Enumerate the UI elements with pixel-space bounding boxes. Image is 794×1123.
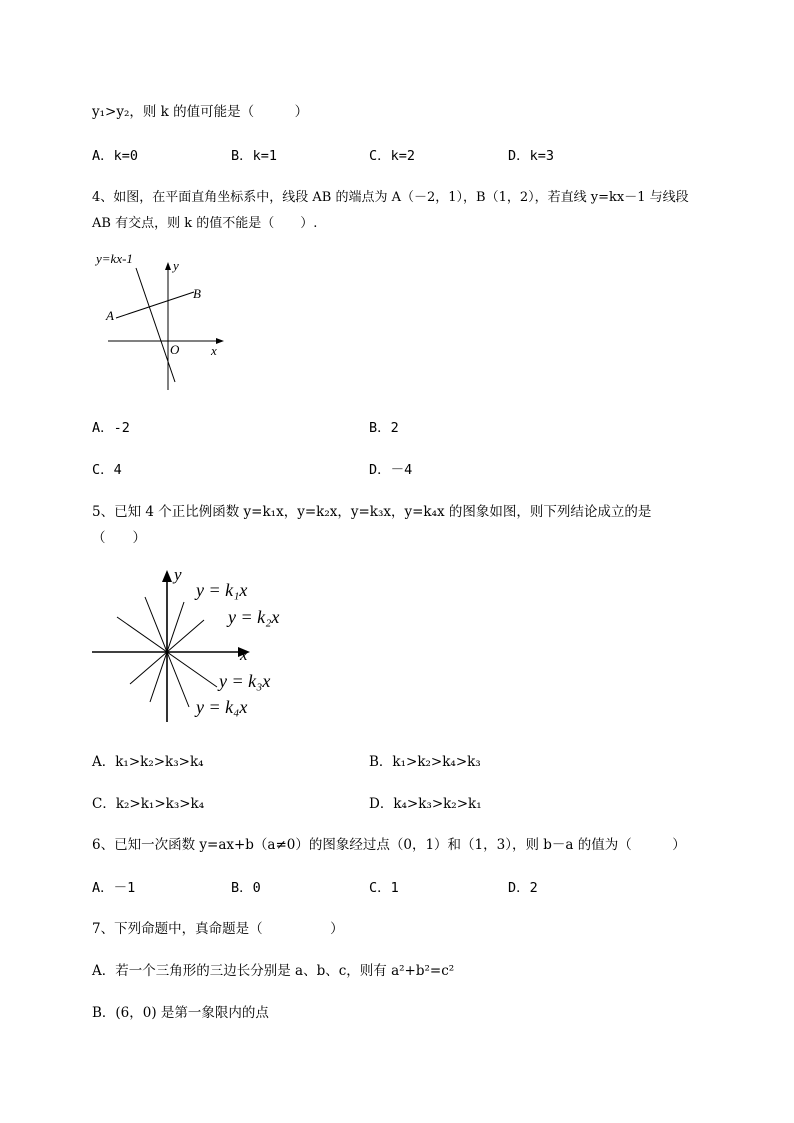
q4-y-arrow bbox=[165, 262, 171, 270]
q3-continuation: y₁>y₂，则 k 的值可能是（ ） bbox=[92, 104, 309, 120]
q4-point-a-label: A bbox=[106, 308, 114, 323]
q4-line-kx-minus-1 bbox=[136, 268, 175, 382]
q5-label-k3: y = k₃x bbox=[219, 671, 271, 691]
q4-stem-line1: 4、如图，在平面直角坐标系中，线段 AB 的端点为 A（－2，1），B（1，2），若直线 y=kx－1 与线段 bbox=[92, 190, 689, 205]
q4-option-a: A．-2 bbox=[92, 420, 130, 436]
q4-segment-ab bbox=[116, 292, 194, 318]
q6-option-d: D．2 bbox=[508, 880, 538, 896]
q3-option-d: D．k=3 bbox=[508, 148, 555, 164]
q6-stem: 6、已知一次函数 y=ax+b（a≠0）的图象经过点（0，1）和（1，3），则 b－a 的值为（ ） bbox=[92, 837, 686, 853]
q6-option-c: C．1 bbox=[369, 880, 399, 896]
q5-y-label: y bbox=[174, 565, 182, 584]
q5-y-arrow bbox=[162, 570, 172, 582]
q4-point-b-label: B bbox=[193, 286, 201, 301]
q4-option-b: B．2 bbox=[369, 420, 399, 436]
q5-figure bbox=[90, 562, 310, 727]
q4-stem-line2: AB 有交点，则 k 的值不能是（ ）. bbox=[92, 216, 318, 231]
q4-line-label: y=kx-1 bbox=[96, 251, 133, 266]
q5-stem-line1: 5、已知 4 个正比例函数 y=k₁x，y=k₂x，y=k₃x，y=k₄x 的图象如图，则下列结论成立的是 bbox=[92, 504, 652, 520]
q4-figure bbox=[90, 250, 240, 395]
q7-option-b: B．(6，0) 是第一象限内的点 bbox=[92, 1005, 269, 1021]
q4-origin-label: O bbox=[170, 342, 180, 357]
q5-label-k2: y = k₂x bbox=[228, 607, 280, 627]
q7-stem: 7、下列命题中，真命题是（ ） bbox=[92, 921, 344, 937]
q4-y-label: y bbox=[173, 258, 179, 273]
q4-x-label: x bbox=[211, 343, 217, 358]
q4-option-c: C．4 bbox=[92, 462, 122, 478]
q3-option-b: B．k=1 bbox=[231, 148, 278, 164]
q5-label-k4: y = k₄x bbox=[196, 697, 248, 717]
q5-x-label: x bbox=[240, 645, 248, 664]
q7-option-a: A．若一个三角形的三边长分别是 a、b、c，则有 a²+b²=c² bbox=[92, 963, 455, 979]
q5-label-k1: y = k₁x bbox=[196, 580, 248, 600]
q3-option-c: C．k=2 bbox=[369, 148, 416, 164]
q4-x-arrow bbox=[216, 338, 224, 344]
q5-stem-line2: （ ） bbox=[92, 530, 146, 546]
q5-option-b: B．k₁>k₂>k₄>k₃ bbox=[369, 754, 481, 770]
q5-option-d: D．k₄>k₃>k₂>k₁ bbox=[369, 796, 482, 812]
q4-option-d: D．－4 bbox=[369, 462, 413, 478]
q6-option-b: B．0 bbox=[231, 880, 261, 896]
q5-option-c: C．k₂>k₁>k₃>k₄ bbox=[92, 796, 205, 812]
q3-option-a: A．k=0 bbox=[92, 148, 139, 164]
q5-option-a: A．k₁>k₂>k₃>k₄ bbox=[92, 754, 204, 770]
q6-option-a: A．－1 bbox=[92, 880, 136, 896]
